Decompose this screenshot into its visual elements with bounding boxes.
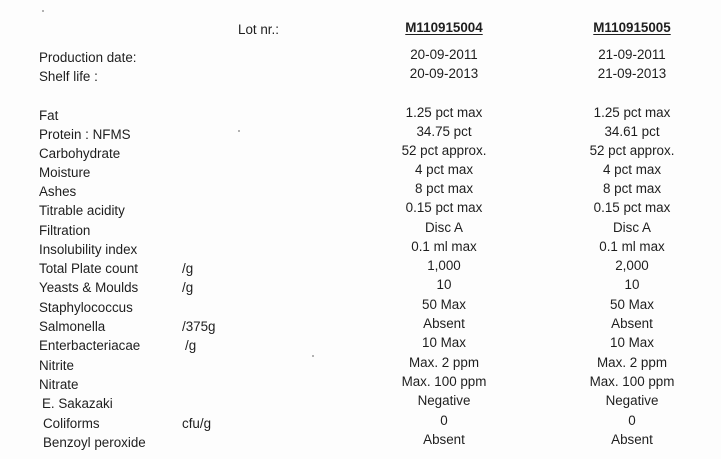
- spec-label: Total Plate count: [39, 261, 139, 276]
- spec-value-b: Negative: [605, 393, 659, 408]
- spec-label: E. Sakazaki: [42, 396, 113, 411]
- spec-label: Insolubility index: [39, 242, 138, 257]
- spec-label: Staphylococcus: [39, 300, 133, 315]
- spec-value-a: 4 pct max: [414, 162, 474, 177]
- shelf-life-a: 20-09-2013: [409, 66, 479, 81]
- spec-value-a: 8 pct max: [414, 181, 474, 196]
- spec-value-a: Max. 2 ppm: [409, 355, 479, 370]
- spec-label: Filtration: [39, 223, 91, 238]
- spec-label: Protein : NFMS: [39, 127, 131, 142]
- spec-unit: /g: [185, 338, 197, 353]
- spec-value-a: Negative: [417, 393, 471, 408]
- spec-value-b: 0.1 ml max: [599, 239, 665, 254]
- spec-value-a: 34.75 pct: [416, 124, 472, 139]
- spec-value-a: Disc A: [425, 220, 463, 235]
- spec-value-a: 0.1 ml max: [411, 239, 477, 254]
- spec-value-a: 0.15 pct max: [405, 200, 483, 215]
- spec-unit: /g: [182, 261, 194, 276]
- spec-value-a: 50 Max: [422, 297, 466, 312]
- spec-unit: /375g: [182, 319, 216, 334]
- spec-label: Coliforms: [43, 416, 100, 431]
- spec-label: Carbohydrate: [39, 146, 121, 161]
- scan-speck: [238, 130, 240, 132]
- spec-label: Nitrite: [39, 358, 74, 373]
- production-date-label: Production date:: [39, 50, 137, 65]
- spec-value-b: Max. 100 ppm: [589, 374, 675, 389]
- spec-value-b: Absent: [611, 432, 653, 447]
- lot-label: Lot nr.:: [238, 22, 279, 37]
- spec-value-b: 4 pct max: [602, 162, 662, 177]
- spec-label: Benzoyl peroxide: [43, 435, 146, 450]
- spec-value-a: 10 Max: [422, 335, 466, 350]
- spec-value-b: 50 Max: [610, 297, 654, 312]
- spec-value-a: Max. 100 ppm: [401, 374, 487, 389]
- spec-value-a: 1.25 pct max: [405, 105, 483, 120]
- spec-value-a: 0: [440, 413, 448, 428]
- spec-label: Nitrate: [39, 377, 79, 392]
- spec-value-b: 8 pct max: [602, 181, 662, 196]
- lot-number-a: M110915004: [405, 20, 483, 35]
- spec-value-a: 52 pct approx.: [401, 143, 487, 158]
- spec-value-a: Absent: [423, 432, 465, 447]
- spec-value-a: Absent: [423, 316, 465, 331]
- shelf-life-b: 21-09-2013: [597, 66, 667, 81]
- spec-value-b: 10 Max: [610, 335, 654, 350]
- spec-value-b: 1.25 pct max: [593, 105, 671, 120]
- spec-value-b: 10: [624, 277, 640, 292]
- spec-value-b: Absent: [611, 316, 653, 331]
- shelf-life-label: Shelf life :: [39, 69, 98, 84]
- spec-label: Fat: [39, 108, 59, 123]
- production-date-b: 21-09-2011: [598, 47, 666, 62]
- spec-value-a: 1,000: [427, 258, 461, 273]
- spec-label: Salmonella: [39, 319, 106, 334]
- spec-label: Moisture: [39, 165, 91, 180]
- spec-value-b: 2,000: [615, 258, 649, 273]
- spec-unit: cfu/g: [182, 416, 212, 431]
- spec-label: Yeasts & Moulds: [39, 280, 139, 295]
- spec-label: Enterbacteriacae: [39, 338, 141, 353]
- spec-value-b: Disc A: [613, 220, 651, 235]
- lot-number-b: M110915005: [593, 20, 671, 35]
- spec-value-b: Max. 2 ppm: [597, 355, 667, 370]
- production-date-a: 20-09-2011: [410, 47, 478, 62]
- spec-label: Titrable acidity: [39, 203, 125, 218]
- spec-value-b: 34.61 pct: [604, 124, 660, 139]
- spec-unit: /g: [182, 280, 194, 295]
- scan-speck: [312, 355, 314, 357]
- spec-value-b: 52 pct approx.: [589, 143, 675, 158]
- spec-value-b: 0.15 pct max: [593, 200, 671, 215]
- spec-value-a: 10: [436, 277, 452, 292]
- spec-value-b: 0: [628, 413, 636, 428]
- spec-label: Ashes: [39, 184, 77, 199]
- scan-speck: [42, 10, 44, 12]
